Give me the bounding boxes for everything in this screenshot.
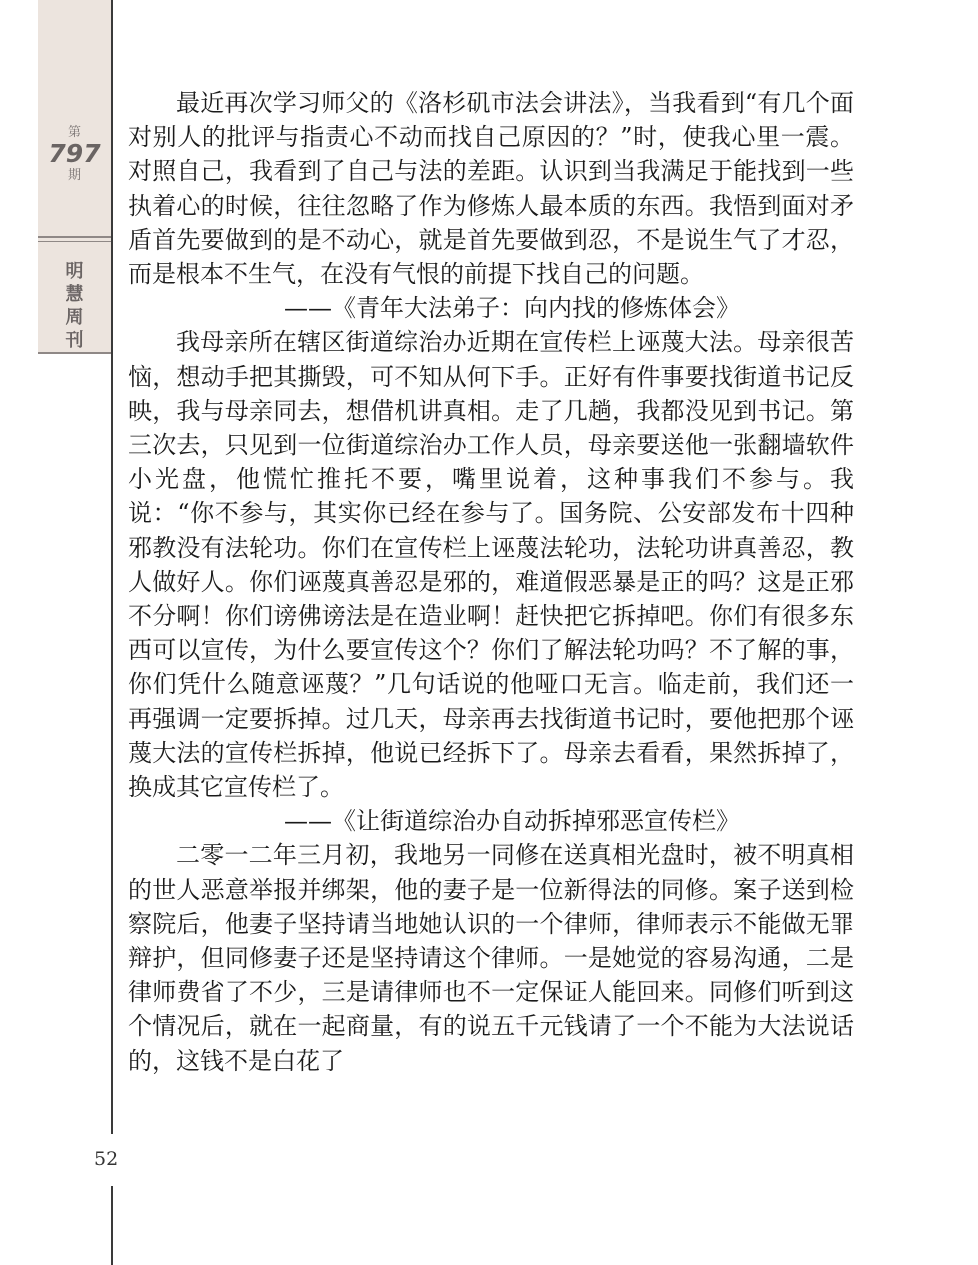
magazine-name-text: 明 慧 周 刊 bbox=[65, 261, 84, 351]
issue-prefix: 第 bbox=[67, 125, 81, 140]
magazine-name bbox=[38, 260, 111, 352]
article-paragraph-1: 最近再次学习师父的《洛杉矶市法会讲法》，当我看到“有几个面对别人的批评与指责心不动而找自己原因的？”时，使我心里一震。对照自己，我看到了自己与法的差距。认识到当我满足于能找到一些执着心的时候，往往忽略了作为修炼人最本质的东西。我悟到面对矛盾首先要做到的是不动心，就是首先要做到忍，不是说生气了才忍，而是根本不生气，在没有气恨的前提下找自己的问题。 bbox=[128, 89, 854, 289]
issue-label bbox=[38, 125, 111, 183]
page-number: 52 bbox=[94, 1148, 119, 1170]
issue-suffix: 期 bbox=[67, 168, 81, 183]
article-source-1: ——《青年大法弟子：向内找的修炼体会》 bbox=[284, 294, 740, 323]
article-paragraph-2: 我母亲所在辖区街道综治办近期在宣传栏上诬蔑大法。母亲很苦恼，想动手把其撕毁，可不知从何下手。正好有件事要找街道书记反映，我与母亲同去，想借机讲真相。走了几趟，我都没见到书记。第三次去，只见到一位街道综治办工作人员，母亲要送他一张翻墙软件小光盘，他慌忙推托不要，嘴里说着，这种事我们不参与。我说：“你不参与，其实你已经在参与了。国务院、公安部发布十四种邪教没有法轮功。你们在宣传栏上诬蔑法轮功，法轮功讲真善忍，教人做好人。你们诬蔑真善忍是邪的，难道假恶暴是正的吗？这是正邪不分啊！你们谤佛谤法是在造业啊！赶快把它拆掉吧。你们有很多东西可以宣传，为什么要宣传这个？你们了解法轮功吗？不了解的事，你们凭什么随意诬蔑？”几句话说的他哑口无言。临走前，我们还一再强调一定要拆掉。过几天，母亲再去找街道书记时，要他把那个诬蔑大法的宣传栏拆掉，他说已经拆下了。母亲去看看，果然拆掉了，换成其它宣传栏了。 bbox=[128, 328, 854, 802]
article-source-2: ——《让街道综治办自动拆掉邪恶宣传栏》 bbox=[284, 807, 740, 836]
sidebar-divider bbox=[38, 236, 111, 238]
issue-number: 797 bbox=[48, 139, 101, 168]
article-body bbox=[128, 86, 854, 1078]
sidebar-divider-thin bbox=[38, 241, 111, 242]
article-paragraph-3: 二零一二年三月初，我地另一同修在送真相光盘时，被不明真相的世人恶意举报并绑架，他的妻子是一位新得法的同修。案子送到检察院后，他妻子坚持请当地她认识的一个律师，律师表示不能做无罪辩护，但同修妻子还是坚持请这个律师。一是她觉的容易沟通，二是律师费省了不少，三是请律师也不一定保证人能回来。同修们听到这个情况后，就在一起商量，有的说五千元钱请了一个不能为大法说话的，这钱不是白花了 bbox=[128, 841, 854, 1075]
margin-rule-top bbox=[111, 0, 113, 1134]
margin-rule-bottom bbox=[111, 1186, 113, 1265]
sidebar-bottom-rule bbox=[38, 352, 111, 354]
sidebar-tab bbox=[38, 0, 111, 354]
